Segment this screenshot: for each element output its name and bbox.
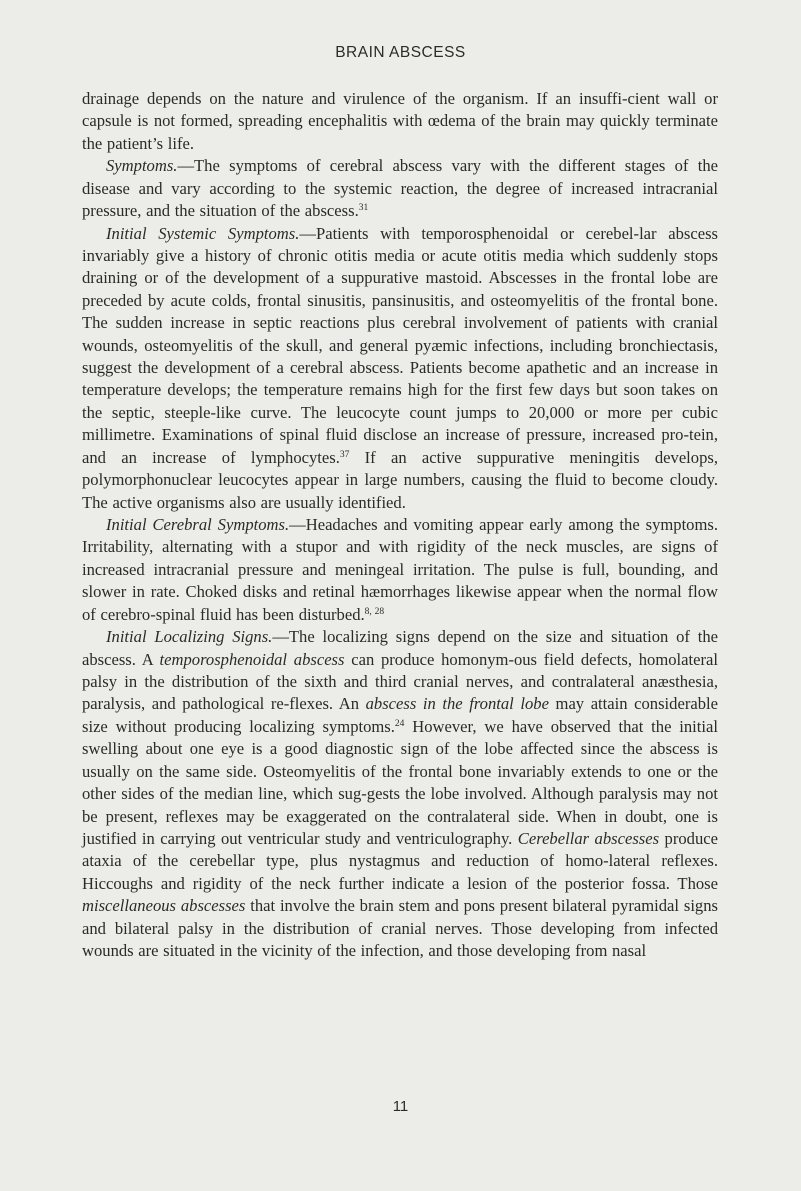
reference-superscript: 8, 28: [364, 606, 385, 617]
paragraph-text: drainage depends on the nature and virulence of the organism. If an insuffi-cient wall or capsule is not formed, spreading encephalitis with œdema of the brain may quickly terminate the patient’s life.: [82, 89, 718, 153]
paragraph-text: —Patients with temporosphenoidal or cerebel-lar abscess invariably give a history of chronic otitis media or acute otitis media which suddenly stops draining or of the development of a suppurative mastoid. Abscesses in the frontal lobe are preceded by acute colds, frontal sinusitis, pansinusitis, and osteomyelitis of the frontal bone. The sudden increase in septic reactions plus cerebral involvement of patients with cranial wounds, osteomyelitis of the skull, and general pyæmic infections, including bronchiectasis, suggest the development of a cerebral abscess. Patients become apathetic and an increase in temperature develops; the temperature remains high for the first few days but soon takes on the septic, steeple-like curve. The leucocyte count jumps to 20,000 or more per cubic millimetre. Examinations of spinal fluid disclose an increase of pressure, increased pro-tein, and an increase of lymphocytes.: [82, 223, 718, 467]
section-heading: Initial Cerebral Symptoms.: [106, 515, 290, 535]
paragraph-text: produce ataxia of the cerebellar type, plus nystagmus and reduction of homo-lateral reflexes. Hiccoughs and rigidity of the neck further indicate a lesion of the posterior fossa. Those: [82, 828, 718, 893]
paragraph-text: If an active suppurative meningitis develops, polymorphonuclear leucocytes appear in large numbers, causing the fluid to become cloudy. The active organisms also are usually identified.: [82, 447, 718, 512]
section-heading: Initial Systemic Symptoms.: [106, 223, 300, 243]
reference-superscript: 24: [394, 718, 405, 729]
running-title: BRAIN ABSCESS: [335, 44, 466, 61]
paragraph-text: However, we have observed that the initial swelling about one eye is a good diagnostic sign of the lobe affected since the abscess is usually on the same side. Osteomyelitis of the frontal bone invariably extends to one or the other sides of the median line, which sug-gests the lobe involved. Although paralysis may not be present, reflexes may be exaggerated on the contralateral side. When in doubt, one is justified in carrying out ventricular study and ventriculography.: [82, 716, 718, 848]
reference-superscript: 37: [339, 449, 350, 460]
paragraph-text: —Headaches and vomiting appear early among the symptoms. Irritability, alternating with a stupor and with rigidity of the neck muscles, are signs of increased intracranial pressure and meningeal irritation. The pulse is full, bounding, and slower in rate. Choked disks and retinal hæmorrhages likewise appear when the normal flow of cerebro-spinal fluid has been disturbed.: [82, 515, 718, 624]
paragraph-text: may attain considerable size without producing localizing symptoms.: [82, 694, 718, 736]
page-number: 11: [392, 1098, 409, 1115]
emphasis-term: miscellaneous abscesses: [82, 896, 246, 916]
emphasis-term: abscess in the frontal lobe: [365, 694, 549, 714]
paragraph-initial-localizing-signs: [82, 626, 718, 962]
paragraph-symptoms: [82, 155, 718, 222]
paragraph-initial-systemic-symptoms: [82, 223, 718, 514]
section-heading: Symptoms.: [106, 156, 178, 176]
body-text: [82, 88, 718, 962]
section-heading: Initial Localizing Signs.: [106, 627, 273, 647]
paragraph-text: that involve the brain stem and pons present bilateral pyramidal signs and bilateral palsy in the distribution of cranial nerves. Those developing from infected wounds are situated in the vicinity of the infection, and those developing from nasal: [82, 896, 718, 961]
emphasis-term: Cerebellar abscesses: [517, 828, 660, 848]
reference-superscript: 31: [358, 203, 369, 214]
paragraph-text: —The localizing signs depend on the size and situation of the abscess. A: [82, 627, 718, 669]
paragraph-text: —The symptoms of cerebral abscess vary with the different stages of the disease and vary according to the systemic reaction, the degree of increased intracranial pressure, and the situation of the abscess.: [82, 156, 718, 221]
emphasis-term: temporosphenoidal abscess: [159, 649, 345, 669]
paragraph-intro: [82, 88, 718, 155]
paragraph-text: can produce homonym-ous field defects, homolateral palsy in the distribution of the sixth and third cranial nerves, and contralateral anæsthesia, paralysis, and pathological re-flexes. An: [82, 649, 718, 714]
paragraph-initial-cerebral-symptoms: [82, 514, 718, 626]
